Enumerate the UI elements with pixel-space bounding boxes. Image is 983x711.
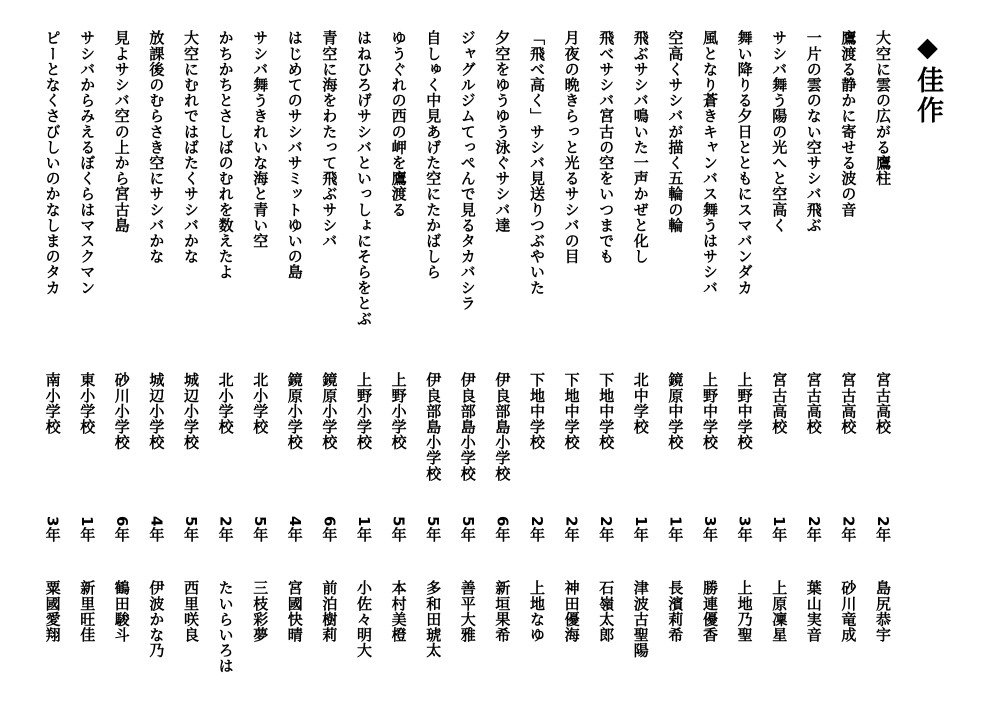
poem-text: はじめてのサシバサミットゆいの島 <box>285 30 304 280</box>
poem-text: 青空に海をわたって飛ぶサシバ <box>320 30 339 249</box>
poem-text: 放課後のむらさき空にサシバかな <box>147 30 166 264</box>
entry-column <box>866 0 900 711</box>
poem-text: 飛べサシバ宮古の空をいつまでも <box>597 30 616 264</box>
author-name: 前泊樹莉 <box>320 580 339 643</box>
school-name: 伊良部島小学校 <box>424 372 443 482</box>
entry-column <box>797 0 831 711</box>
entry-column <box>416 0 450 711</box>
author-name: 粟國愛翔 <box>43 580 62 643</box>
poem-text: サシバからみえるぼくらはマスクマン <box>78 30 97 296</box>
author-name: 葉山実音 <box>804 580 823 643</box>
entry-column <box>589 0 623 711</box>
author-name: 神田優海 <box>562 580 581 643</box>
grade-label: 2年 <box>839 516 858 543</box>
poem-text: 月夜の晩きらっと光るサシバの目 <box>562 30 581 264</box>
entry-column <box>451 0 485 711</box>
school-name: 鏡原小学校 <box>320 372 339 450</box>
school-name: 鏡原小学校 <box>285 372 304 450</box>
school-name: 伊良部島小学校 <box>493 372 512 482</box>
grade-label: 5年 <box>182 516 200 543</box>
entry-column <box>382 0 416 711</box>
poem-text: 飛ぶサシバ鳴いた一声かぜと化し <box>631 30 650 264</box>
entry-column <box>278 0 312 711</box>
school-name: 下地中学校 <box>597 372 616 450</box>
poem-text: ゆうぐれの西の岬を鷹渡る <box>389 30 408 218</box>
school-name: 上野小学校 <box>389 372 408 450</box>
diamond-bullet-icon: ◆ <box>912 32 943 66</box>
school-name: 伊良部島小学校 <box>458 372 477 482</box>
entry-column <box>658 0 692 711</box>
entry-column <box>312 0 346 711</box>
school-name: 砂川小学校 <box>112 372 131 450</box>
author-name: 上地乃聖 <box>735 580 754 643</box>
grade-label: 2年 <box>804 516 823 543</box>
poem-text: 「飛べ高く」サシバ見送りつぶやいた <box>528 30 546 296</box>
poem-text: 見よサシバ空の上から宮古島 <box>112 30 131 233</box>
school-name: 宮古高校 <box>770 372 789 435</box>
grade-label: 2年 <box>597 516 616 543</box>
poem-text: 大空にむれではばたくサシバかな <box>182 30 200 264</box>
poem-text: 鷹渡る静かに寄せる波の音 <box>839 30 858 218</box>
author-name: 上原凜星 <box>770 580 789 643</box>
grade-label: 6年 <box>112 516 131 543</box>
school-name: 上野中学校 <box>735 372 754 450</box>
grade-label: 2年 <box>216 516 235 543</box>
poem-text: 自しゅく中見あげた空にたかばしら <box>424 30 443 280</box>
school-name: 上野中学校 <box>701 372 719 450</box>
grade-label: 3年 <box>735 516 754 543</box>
author-name: 上地なゆ <box>528 580 546 643</box>
school-name: 東小学校 <box>78 372 97 435</box>
grade-label: 3年 <box>701 516 719 543</box>
entry-column <box>209 0 243 711</box>
school-name: 下地中学校 <box>562 372 581 450</box>
grade-label: 2年 <box>562 516 581 543</box>
author-name: 善平大雅 <box>458 580 477 643</box>
grade-label: 1年 <box>78 516 97 543</box>
author-name: 本村美橙 <box>389 580 408 643</box>
author-name: 多和田琥太 <box>424 580 443 658</box>
author-name: 津波古聖陽 <box>631 580 650 658</box>
entry-column <box>174 0 208 711</box>
author-name: 石嶺太郎 <box>597 580 616 643</box>
school-name: 上野小学校 <box>355 372 373 450</box>
school-name: 下地中学校 <box>528 372 546 450</box>
poem-text: 大空に雲の広がる鷹柱 <box>874 30 892 186</box>
author-name: 新垣果希 <box>493 580 512 643</box>
school-name: 北中学校 <box>631 372 650 435</box>
entry-column <box>243 0 277 711</box>
entry-column <box>105 0 139 711</box>
entry-column <box>762 0 796 711</box>
author-name: 勝連優香 <box>701 580 719 643</box>
poem-text: はねひろげサシバといっしょにそらをとぶ <box>355 30 373 327</box>
school-name: 宮古高校 <box>839 372 858 435</box>
poem-text: 空高くサシバが描く五輪の輪 <box>666 30 685 233</box>
author-name: 西里咲良 <box>182 580 200 643</box>
poem-text: 夕空をゆうゆう泳ぐサシバ達 <box>493 30 512 233</box>
school-name: 城辺小学校 <box>182 372 200 450</box>
school-name: 宮古高校 <box>874 372 892 435</box>
poem-text: ジャグルジムてっぺんで見るタカバシラ <box>458 30 477 311</box>
grade-label: 1年 <box>666 516 685 543</box>
author-name: 小佐々明大 <box>355 580 373 658</box>
grade-label: 5年 <box>389 516 408 543</box>
poem-text: 一片の雲のない空サシバ飛ぶ <box>804 30 823 233</box>
grade-label: 5年 <box>251 516 270 543</box>
author-name: 宮國快晴 <box>285 580 304 643</box>
poem-text: サシバ舞う陽の光へと空高く <box>770 30 789 233</box>
entry-column <box>485 0 519 711</box>
grade-label: 6年 <box>320 516 339 543</box>
entry-column <box>520 0 554 711</box>
author-name: 砂川竜成 <box>839 580 858 643</box>
poem-text: かちかちとさしばのむれを数えたよ <box>216 30 235 280</box>
entry-column <box>728 0 762 711</box>
section-heading <box>905 32 949 126</box>
author-name: 新里旺佳 <box>78 580 97 643</box>
school-name: 南小学校 <box>43 372 62 435</box>
grade-label: 2年 <box>528 516 546 543</box>
grade-label: 5年 <box>424 516 443 543</box>
entry-column <box>693 0 727 711</box>
grade-label: 1年 <box>770 516 789 543</box>
poem-text: ピーとなくさびしいのかなしまのタカ <box>43 30 62 296</box>
grade-label: 5年 <box>458 516 477 543</box>
author-name: 島尻恭宇 <box>874 580 892 643</box>
grade-label: 3年 <box>43 516 62 543</box>
grade-label: 2年 <box>874 516 892 543</box>
school-name: 北小学校 <box>216 372 235 435</box>
school-name: 城辺小学校 <box>147 372 166 450</box>
grade-label: 6年 <box>493 516 512 543</box>
school-name: 北小学校 <box>251 372 270 435</box>
entry-column <box>624 0 658 711</box>
poem-text: 舞い降りる夕日とともにスマバンダカ <box>735 30 754 296</box>
entry-column <box>347 0 381 711</box>
poem-text: サシバ舞うきれいな海と青い空 <box>251 30 270 249</box>
school-name: 鏡原中学校 <box>666 372 685 450</box>
section-title: 佳作 <box>912 66 943 126</box>
entry-column <box>555 0 589 711</box>
author-name: 三枝彩夢 <box>251 580 270 643</box>
entry-column <box>36 0 70 711</box>
school-name: 宮古高校 <box>804 372 823 435</box>
grade-label: 4年 <box>285 516 304 543</box>
grade-label: 1年 <box>355 516 373 543</box>
author-name: 鶴田駿斗 <box>112 580 131 643</box>
grade-label: 1年 <box>631 516 650 543</box>
author-name: 伊波かな乃 <box>147 580 166 658</box>
entry-column <box>831 0 865 711</box>
author-name: 長濱莉希 <box>666 580 685 643</box>
poem-text: 風となり蒼きキャンバス舞うはサシバ <box>701 30 719 296</box>
entry-column <box>139 0 173 711</box>
entry-column <box>70 0 104 711</box>
author-name: たいらいろは <box>216 580 235 674</box>
grade-label: 4年 <box>147 516 166 543</box>
